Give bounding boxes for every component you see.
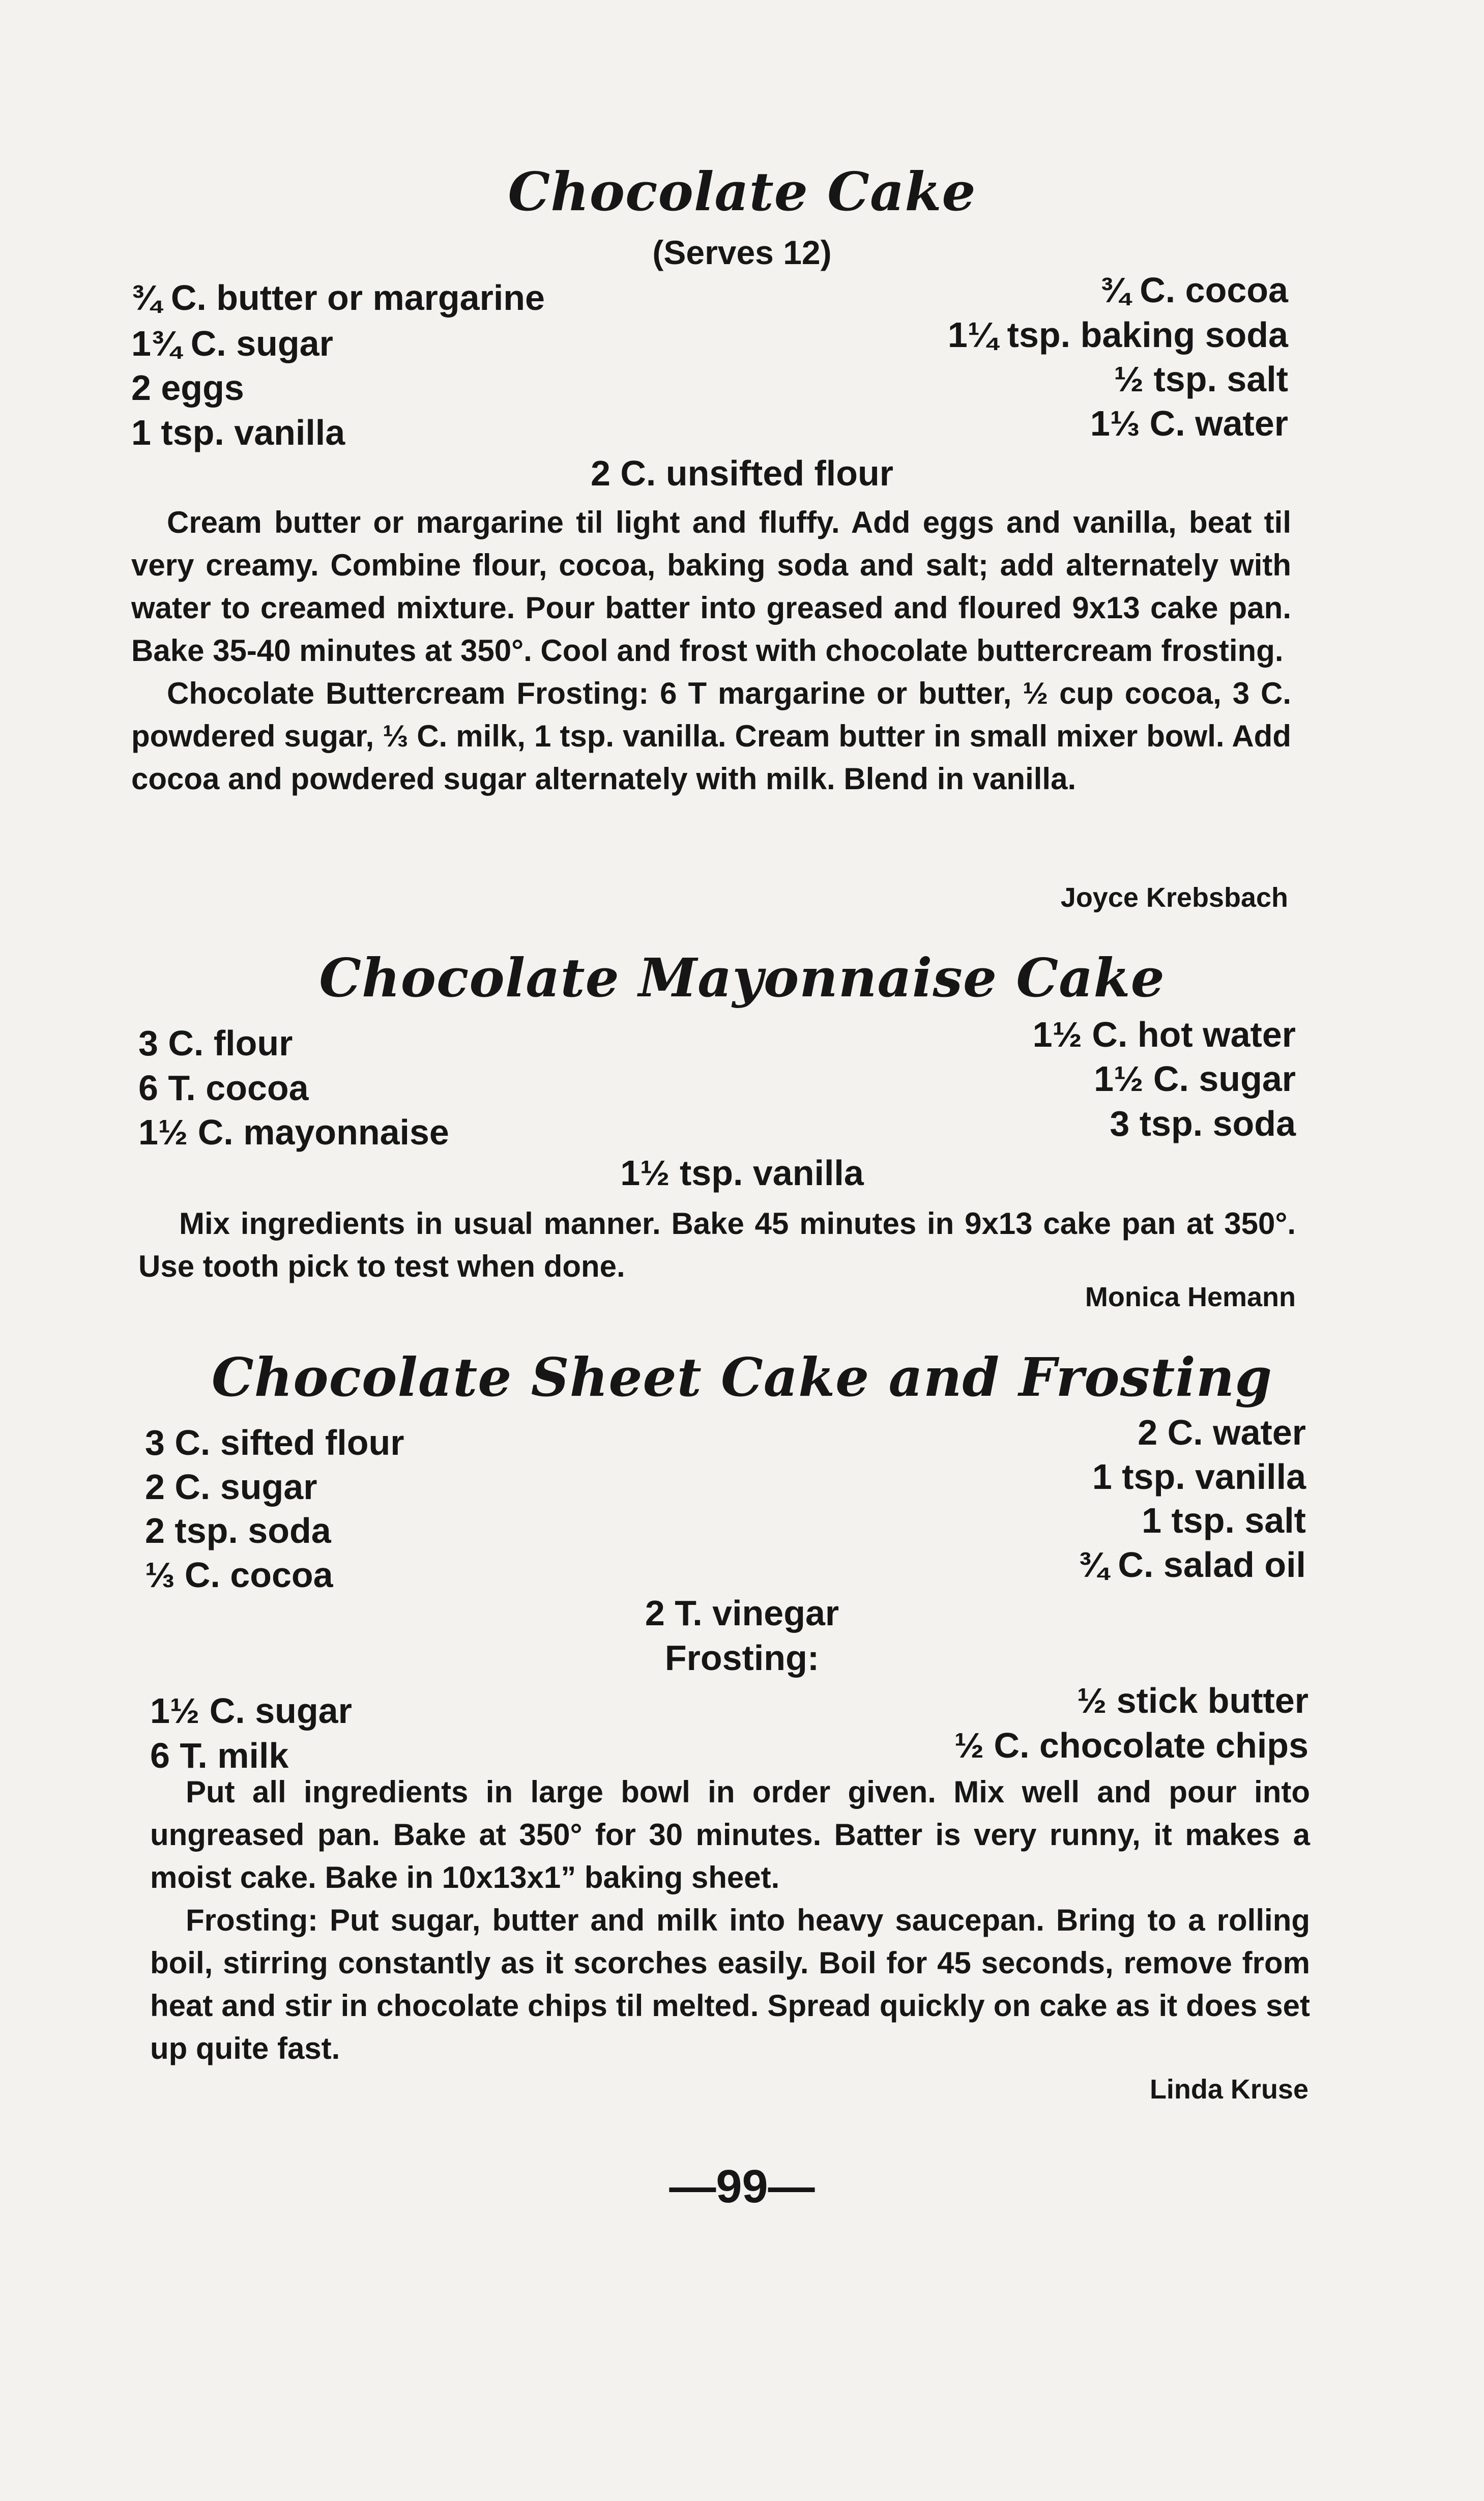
frosting-heading: Frosting: (664, 1638, 820, 1678)
recipe-directions (150, 1771, 1310, 2070)
ingredient: 3 tsp. soda (1110, 1104, 1296, 1143)
directions-paragraph: Put all ingredients in large bowl in order given. Mix well and pour into ungreased pan. Bake at 350° for 30 minutes. Batter is very runny, it makes a moist cake. Bake in 10x13x1” baking sheet. (150, 1775, 1310, 1894)
ingredient: 1¾ C. sugar (131, 324, 333, 363)
ingredient: 1½ tsp. vanilla (620, 1153, 864, 1193)
ingredient: ¾ C. butter or margarine (131, 278, 545, 318)
ingredient: 3 C. flour (138, 1023, 293, 1063)
directions-paragraph: Chocolate Buttercream Frosting: 6 T margarine or butter, ½ cup cocoa, 3 C. powdered sugar, ⅓ C. milk, 1 tsp. vanilla. Cream butter in small mixer bowl. Add cocoa and powdered sugar alternately with milk. Blend in vanilla. (131, 676, 1291, 796)
recipe-serves: (Serves 12) (652, 234, 832, 271)
recipe-title: Chocolate Cake (508, 160, 976, 223)
ingredient: 1½ C. sugar (1094, 1059, 1296, 1099)
recipe-directions (131, 501, 1291, 800)
ingredient: 1 tsp. vanilla (131, 413, 345, 452)
recipe-title: Chocolate Mayonnaise Cake (319, 946, 1165, 1009)
ingredient: 2 C. sugar (145, 1467, 317, 1507)
ingredient: ⅓ C. cocoa (145, 1555, 333, 1595)
ingredient: 1 tsp. salt (1142, 1501, 1306, 1540)
ingredient: 1½ C. sugar (150, 1691, 352, 1731)
ingredient: 1 tsp. vanilla (1092, 1457, 1306, 1497)
ingredient: 2 C. unsifted flour (591, 453, 893, 493)
recipe-author: Joyce Krebsbach (1060, 882, 1288, 913)
ingredient: ½ tsp. salt (1114, 359, 1288, 399)
ingredient: 2 tsp. soda (145, 1511, 331, 1550)
ingredient: 6 T. cocoa (138, 1068, 309, 1108)
ingredient: ¾ C. cocoa (1100, 270, 1288, 310)
ingredient: 1½ C. hot water (1032, 1015, 1296, 1054)
recipe-author: Monica Hemann (1085, 1282, 1296, 1312)
directions-paragraph: Mix ingredients in usual manner. Bake 45 minutes in 9x13 cake pan at 350°. Use tooth pick to test when done. (138, 1206, 1296, 1283)
ingredient: 2 C. water (1138, 1413, 1306, 1452)
recipe-author: Linda Kruse (1149, 2074, 1308, 2105)
recipe-title: Chocolate Sheet Cake and Frosting (211, 1346, 1273, 1408)
directions-paragraph: Cream butter or margarine til light and fluffy. Add eggs and vanilla, beat til very creamy. Combine flour, cocoa, baking soda and salt; add alternately with water to creamed mixture. Pour batter into greased and floured 9x13 cake pan. Bake 35-40 minutes at 350°. Cool and frost with chocolate buttercream frosting. (131, 505, 1291, 668)
ingredient: ¾ C. salad oil (1078, 1545, 1306, 1585)
ingredient: ½ C. chocolate chips (954, 1726, 1308, 1765)
ingredient: 2 eggs (131, 368, 244, 408)
ingredient: 1¼ tsp. baking soda (947, 315, 1288, 355)
directions-paragraph: Frosting: Put sugar, butter and milk into heavy saucepan. Bring to a rolling boil, stirring constantly as it scorches easily. Boil for 45 seconds, remove from heat and stir in chocolate chips til melted. Spread quickly on cake as it does set up quite fast. (150, 1903, 1310, 2065)
ingredient: 3 C. sifted flour (145, 1423, 404, 1462)
ingredient: ½ stick butter (1076, 1681, 1308, 1720)
ingredient: 6 T. milk (150, 1736, 289, 1775)
page-number: —99— (669, 2161, 815, 2212)
ingredient: 1½ C. mayonnaise (138, 1112, 449, 1152)
ingredient: 2 T. vinegar (645, 1593, 839, 1633)
ingredient: 1⅓ C. water (1090, 404, 1288, 443)
recipe-directions (138, 1202, 1296, 1288)
